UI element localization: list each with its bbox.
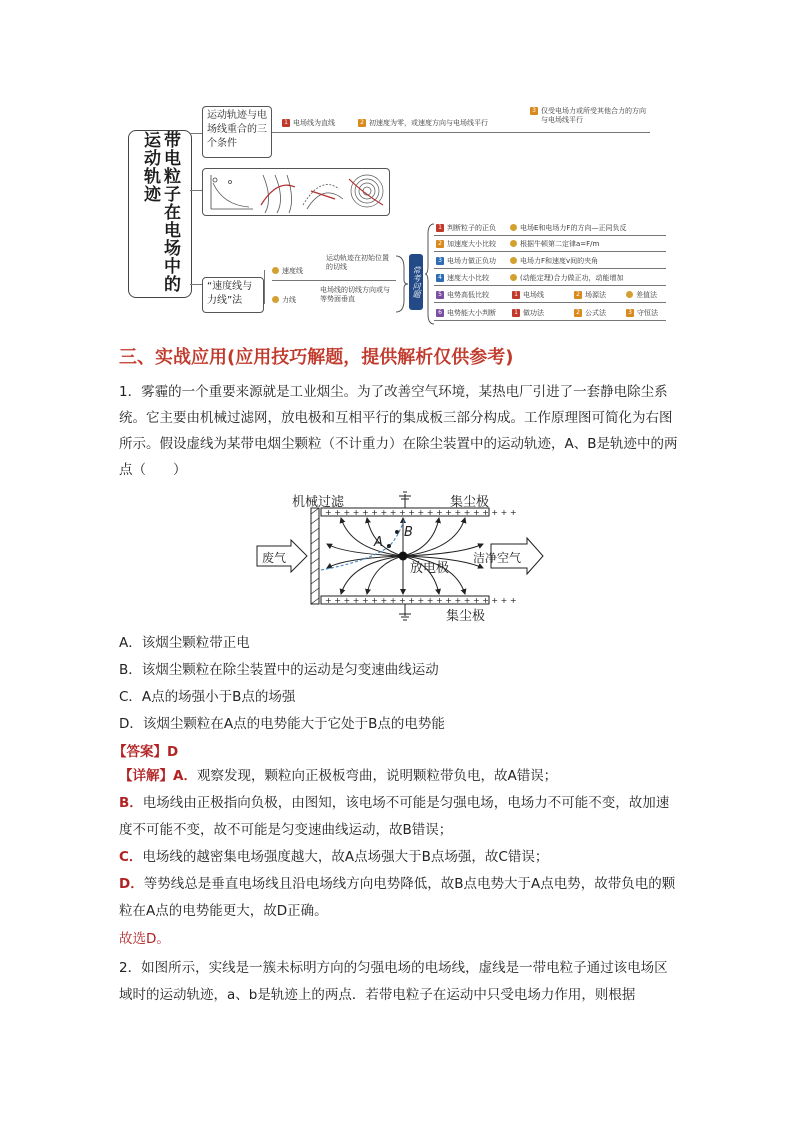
option-c: C．A点的场强小于B点的场强 <box>119 689 296 705</box>
method-text: 差值法 <box>636 291 657 299</box>
point-a-label: A <box>374 535 383 550</box>
branch-conditions <box>202 106 272 158</box>
method-text: 电场线 <box>523 291 544 299</box>
explanation-c <box>119 844 679 871</box>
svg-text:+ + + + + + + + + + + + + + +: + + + + + + + + + + + + + + + + + + + + + <box>325 508 517 517</box>
force-line-desc-text: 电场线的切线方向或与等势面垂直 <box>320 286 390 303</box>
question-text: 电场力做正负功 <box>447 257 496 265</box>
bullet-icon <box>272 267 279 274</box>
question-row-3-detail <box>510 257 598 266</box>
question-detail: (动能定理)合力做正功，动能增加 <box>520 274 624 282</box>
trajectory-examples-strip <box>202 168 390 216</box>
number-badge: 3 <box>530 107 538 115</box>
divider <box>272 280 396 281</box>
number-badge: 1 <box>436 224 444 232</box>
number-badge: 1 <box>282 119 290 127</box>
force-line-desc <box>320 286 394 304</box>
common-questions-tag <box>409 254 423 310</box>
explanation-text: 电场线的越密集电场强度越大，故A点场强大于B点场强，故C错误； <box>142 849 549 865</box>
method-formula <box>574 309 606 318</box>
divider <box>434 302 666 303</box>
branch-conditions-underline <box>272 132 650 133</box>
force-line-label: 力线 <box>282 296 296 304</box>
mindmap-title-box <box>128 130 192 298</box>
condition-3 <box>530 107 650 125</box>
branch-method-label: “速度线与力线”法 <box>207 281 253 306</box>
explanation-label: 【详解】A． <box>119 768 197 784</box>
question-row-3 <box>436 257 496 266</box>
method-difference <box>626 291 657 300</box>
question-row-2-detail <box>510 240 599 249</box>
option-a: A．该烟尘颗粒带正电 <box>119 635 250 651</box>
number-badge: 6 <box>436 309 444 317</box>
question-text: 速度大小比较 <box>447 274 489 282</box>
question-detail: 电场E和电场力F的方向—正同负反 <box>520 224 627 232</box>
number-badge: 4 <box>436 274 444 282</box>
question-detail: 根据牛顿第二定律a=F/m <box>520 240 600 248</box>
bullet-icon <box>272 296 279 303</box>
connector <box>264 270 265 304</box>
electrode-label: 放电极 <box>410 561 450 576</box>
question-row-6 <box>436 309 496 318</box>
trajectory-examples-icon <box>203 169 389 215</box>
method-text: 做功法 <box>523 309 544 317</box>
divider <box>434 320 666 321</box>
question-text: 电势高低比较 <box>447 291 489 299</box>
question-row-5 <box>436 291 489 300</box>
force-line-item <box>272 296 296 305</box>
method-text: 守恒法 <box>637 309 658 317</box>
velocity-line-label: 速度线 <box>282 267 303 275</box>
number-badge: 2 <box>574 309 582 317</box>
condition-2 <box>358 119 488 128</box>
bullet-icon <box>510 274 517 281</box>
condition-text: 电场线为直线 <box>293 119 335 127</box>
answer: 【答案】D <box>113 744 179 760</box>
question-text: 判断粒子的正负 <box>447 224 496 232</box>
bullet-icon <box>510 224 517 231</box>
inlet-label: 废气 <box>262 551 287 565</box>
number-badge: 2 <box>574 291 582 299</box>
collector-plate-top-label: 集尘极 <box>450 495 490 510</box>
method-field-source <box>574 291 606 300</box>
divider <box>434 268 666 269</box>
point-b-label: B <box>404 525 413 540</box>
svg-text:+ + + + + + + + + + + + + + +: + + + + + + + + + + + + + + + + + + + + + <box>325 596 517 605</box>
question-row-4-detail <box>510 274 623 283</box>
explanation-text: 观察发现，颗粒向正极板弯曲，说明颗粒带负电，故A错误； <box>196 768 558 784</box>
connector <box>190 284 202 285</box>
outlet-label: 洁净空气 <box>473 551 522 565</box>
explanation-a <box>119 763 679 790</box>
divider <box>434 235 666 236</box>
connector <box>190 190 202 191</box>
velocity-line-desc-text: 运动轨迹在初始位置的切线 <box>326 254 389 271</box>
conclusion: 故选D。 <box>119 931 170 947</box>
question-1-stem: 1．雾霾的一个重要来源就是工业烟尘。为了改善空气环境，某热电厂引进了一套静电除尘系统。它主要由机械过滤网，放电极和互相平行的集成板三部分构成。工作原理图可简化为右图所示。假设虚线为某带电烟尘颗粒（不计重力）在除尘装置中的运动轨迹，A、B是轨迹中的两点（ ） <box>119 384 678 478</box>
bullet-icon <box>626 291 633 298</box>
velocity-line-desc <box>326 254 390 272</box>
velocity-line-item <box>272 267 303 276</box>
condition-text: 初速度为零，或速度方向与电场线平行 <box>369 119 488 127</box>
question-text: 电势能大小判断 <box>447 309 496 317</box>
bracket-icon <box>424 222 436 326</box>
collector-plate-bottom-label: 集尘极 <box>446 609 486 624</box>
question-text: 加速度大小比较 <box>447 240 496 248</box>
divider <box>434 285 666 286</box>
method-text: 公式法 <box>585 309 606 317</box>
question-row-4 <box>436 274 489 283</box>
explanation-b <box>119 790 679 844</box>
divider <box>434 251 666 252</box>
method-text: 场源法 <box>585 291 606 299</box>
explanation-label: D． <box>119 876 144 892</box>
number-badge: 2 <box>436 240 444 248</box>
branch-conditions-label: 运动轨迹与电场线重合的三个条件 <box>207 110 267 149</box>
filter-label: 机械过滤 <box>292 495 345 510</box>
number-badge: 2 <box>358 119 366 127</box>
mindmap-title: 带电粒子在电场中的运动轨迹 <box>140 131 180 293</box>
method-conservation <box>626 309 658 318</box>
bracket-icon <box>394 254 410 314</box>
bullet-icon <box>510 257 517 264</box>
condition-text: 仅受电场力或所受其他合力的方向与电场线平行 <box>541 107 646 124</box>
number-badge: 3 <box>436 257 444 265</box>
branch-velocity-force-method <box>202 277 264 313</box>
explanation-text: 电场线由正极指向负极，由图知，该电场不可能是匀强电场，电场力不可能不变，故加速度不可能不变，故不可能是匀变速曲线运动，故B错误； <box>119 795 670 838</box>
explanation-text: 等势线总是垂直电场线且沿电场线方向电势降低，故B点电势大于A点电势，故带负电的颗粒在A点的电势能更大，故D正确。 <box>119 876 676 919</box>
method-electric-field-line <box>512 291 544 300</box>
explanation-label: C． <box>119 849 143 865</box>
number-badge: 1 <box>512 291 520 299</box>
number-badge: 3 <box>626 309 634 317</box>
method-work <box>512 309 544 318</box>
question-row-1 <box>436 224 496 233</box>
bullet-icon <box>510 240 517 247</box>
question-detail: 电场力F和速度v间的夹角 <box>520 257 599 265</box>
question-row-2 <box>436 240 496 249</box>
explanation-label: B． <box>119 795 143 811</box>
question-row-1-detail <box>510 224 626 233</box>
number-badge: 1 <box>512 309 520 317</box>
section-title: 三、实战应用(应用技巧解题，提供解析仅供参考) <box>119 347 514 368</box>
common-questions-label: 常考问题 <box>412 266 421 298</box>
condition-1 <box>282 119 335 128</box>
connector <box>190 133 202 134</box>
question-2-stem: 2．如图所示，实线是一簇未标明方向的匀强电场的电场线，虚线是一带电粒子通过该电场区域时的运动轨迹，a、b是轨迹上的两点．若带电粒子在运动中只受电场力作用，则根据 <box>119 960 668 1003</box>
explanation-d <box>119 871 679 925</box>
option-b: B．该烟尘颗粒在除尘装置中的运动是匀变速曲线运动 <box>119 662 439 678</box>
option-d: D．该烟尘颗粒在A点的电势能大于它处于B点的电势能 <box>119 716 445 732</box>
number-badge: 5 <box>436 291 444 299</box>
